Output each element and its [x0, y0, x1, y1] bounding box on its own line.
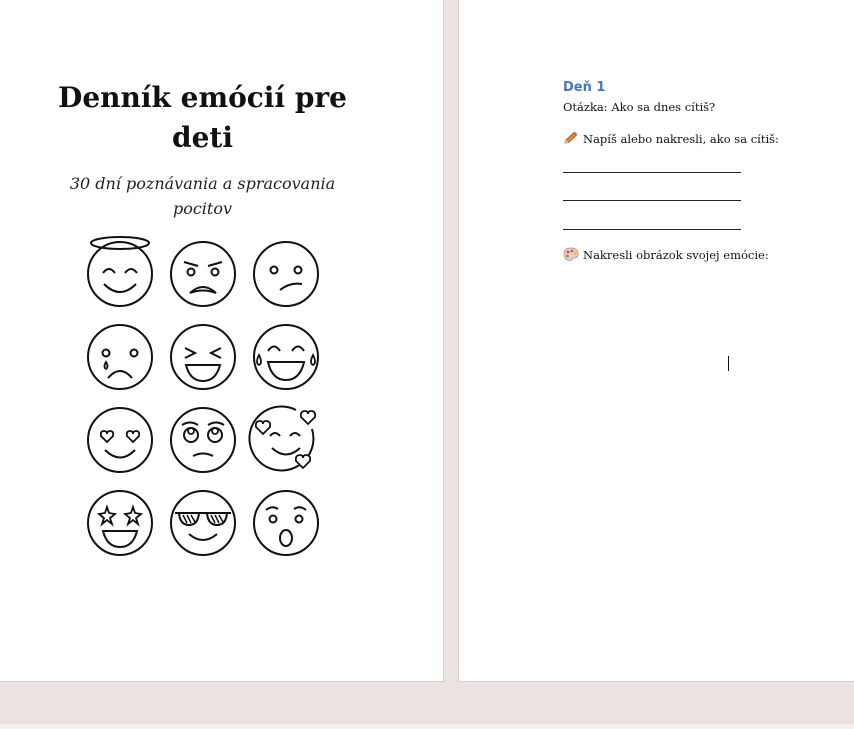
- document-page-left: [0, 0, 444, 682]
- surprised-face-icon: [244, 481, 328, 561]
- sad-crying-face-icon: [78, 315, 162, 395]
- draw-prompt-text: Nakresli obrázok svojej emócie:: [583, 248, 769, 262]
- sunglasses-face-icon: [161, 481, 245, 561]
- laughing-squint-face-icon: [161, 315, 245, 395]
- draw-prompt: [563, 247, 769, 262]
- text-cursor: [728, 356, 729, 371]
- rolling-eyes-face-icon: [161, 398, 245, 478]
- write-prompt-text: Napíš alebo nakresli, ako sa cítiš:: [583, 132, 779, 146]
- document-canvas-bottom: [0, 682, 854, 724]
- tears-of-joy-face-icon: [244, 315, 328, 395]
- page-title: Denník emócií pre deti: [58, 81, 347, 154]
- pencil-icon: [563, 131, 579, 145]
- palette-icon: [563, 247, 579, 261]
- emoji-grid: [78, 232, 330, 562]
- document-page-right: [458, 0, 854, 682]
- star-struck-face-icon: [78, 481, 162, 561]
- status-strip: [0, 724, 854, 729]
- page-subtitle: 30 dní poznávania a spracovania pocitov: [69, 174, 336, 218]
- writing-line-3[interactable]: [563, 229, 741, 230]
- confused-face-icon: [244, 232, 328, 312]
- day-heading: Deň 1: [563, 80, 606, 95]
- angel-face-icon: [78, 232, 162, 312]
- hearts-face-icon: [244, 398, 328, 478]
- writing-line-2[interactable]: [563, 200, 741, 201]
- writing-line-1[interactable]: [563, 172, 741, 173]
- question-text: Otázka: Ako sa dnes cítiš?: [563, 100, 716, 114]
- angry-face-icon: [161, 232, 245, 312]
- write-prompt: [563, 131, 779, 146]
- heart-eyes-face-icon: [78, 398, 162, 478]
